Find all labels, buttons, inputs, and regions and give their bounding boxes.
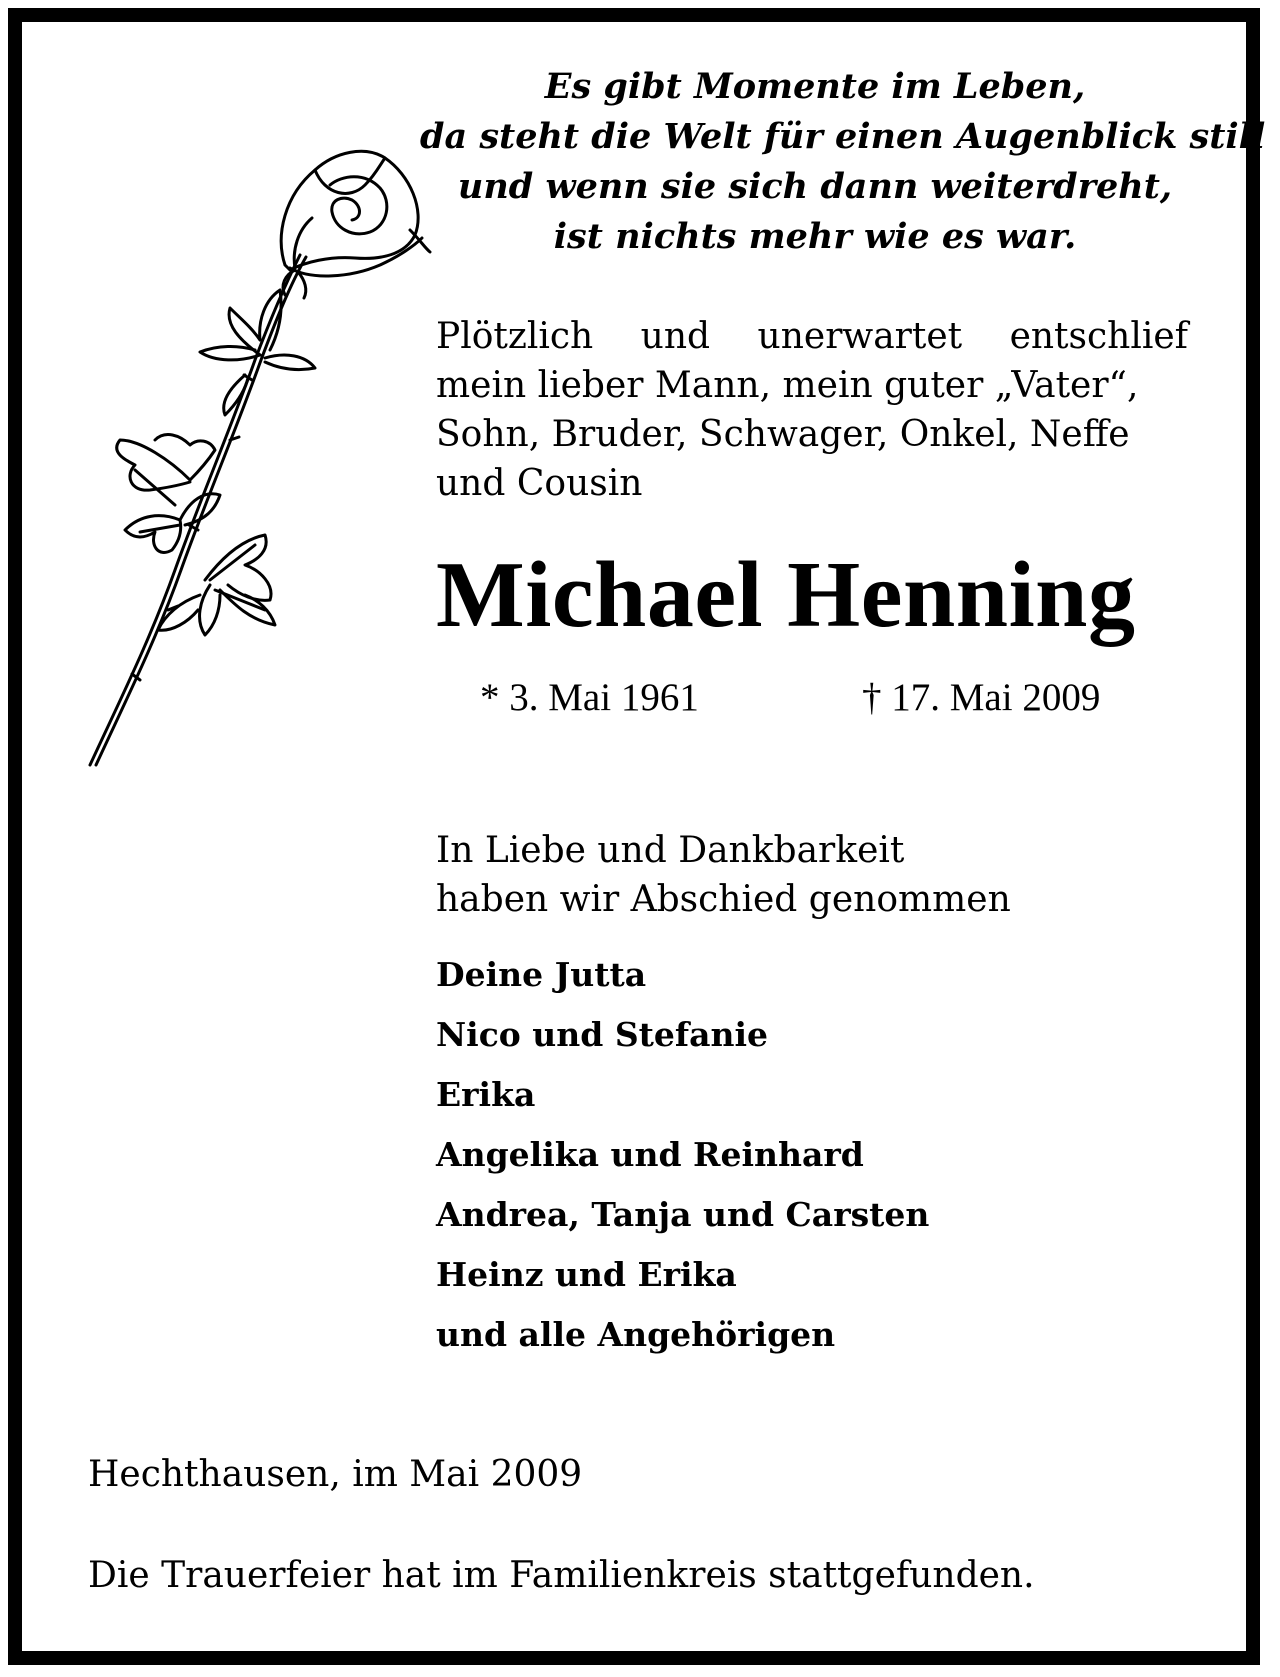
birth-date: * 3. Mai 1961 — [480, 676, 699, 719]
memorial-poem — [420, 62, 1266, 262]
mourner-entry: Angelika und Reinhard — [436, 1135, 864, 1174]
intro-word: und — [640, 316, 711, 357]
intro-line — [436, 312, 1188, 361]
intro-line: und Cousin — [436, 463, 643, 504]
intro-line: Sohn, Bruder, Schwager, Onkel, Neffe — [436, 414, 1130, 455]
mourners-list — [436, 945, 929, 1365]
farewell-line: In Liebe und Dankbarkeit — [436, 830, 905, 871]
mourner-entry: Erika — [436, 1075, 536, 1114]
mourner-entry: Andrea, Tanja und Carsten — [436, 1195, 930, 1234]
intro-word: entschlief — [1009, 316, 1188, 357]
deceased-name: Michael Henning — [436, 543, 1136, 647]
mourner-entry: Heinz und Erika — [436, 1255, 737, 1294]
poem-line: ist nichts mehr wie es war. — [553, 216, 1077, 257]
mourner-entry: Deine Jutta — [436, 955, 647, 994]
poem-line: und wenn sie sich dann weiterdreht, — [457, 166, 1173, 207]
mourner-entry: und alle Angehörigen — [436, 1315, 836, 1354]
death-date: † 17. Mai 2009 — [862, 676, 1101, 719]
intro-line: mein lieber Mann, mein guter „Vater“, — [436, 365, 1139, 406]
poem-line: Es gibt Momente im Leben, — [544, 66, 1086, 107]
poem-line: da steht die Welt für einen Augenblick still — [420, 116, 1266, 157]
farewell-line: haben wir Abschied genommen — [436, 879, 1011, 920]
ceremony-note: Die Trauerfeier hat im Familienkreis stattgefunden. — [88, 1555, 1035, 1596]
intro-word: unerwartet — [757, 316, 963, 357]
farewell-text — [436, 826, 1196, 924]
rose-icon — [80, 140, 440, 780]
intro-word: Plötzlich — [436, 316, 594, 357]
death-announcement — [436, 312, 1188, 508]
place-date: Hechthausen, im Mai 2009 — [88, 1454, 583, 1495]
mourner-entry: Nico und Stefanie — [436, 1015, 769, 1054]
